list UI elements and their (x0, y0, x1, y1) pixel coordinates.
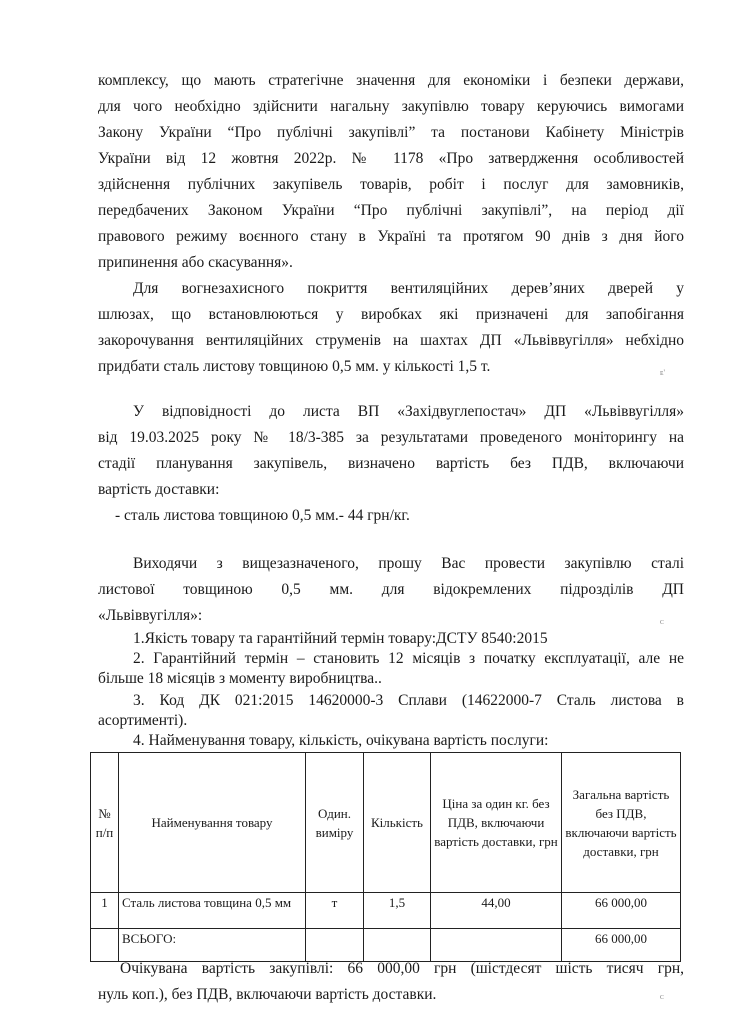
paragraph1-line: передбачених Законом України “Про публічні закупівлі”, на період дії (98, 202, 684, 219)
list-item-4: 4. Найменування товару, кількість, очікувана вартість послуги: (133, 732, 549, 749)
summary-label: ВСЬОГО: (119, 929, 306, 962)
paragraph1-line: припинення або скасування». (98, 254, 293, 271)
header-num: № п/п (91, 753, 119, 893)
list-item-1: 1.Якість товару та гарантійний термін товару:ДСТУ 8540:2015 (133, 630, 548, 647)
paragraph1-line: комплексу, що мають стратегічне значення для економіки і безпеки держави, (98, 72, 684, 89)
row-name: Сталь листова товщина 0,5 мм (119, 893, 306, 929)
paragraph4-line: листової товщиною 0,5 мм. для відокремлених підрозділів ДП (98, 581, 684, 598)
list-item-2: 2. Гарантійний термін – становить 12 місяців з початку експлуатації, але не (133, 650, 684, 667)
paragraph1-line: здійснення публічних закупівель товарів, робіт і послуг для замовників, (98, 176, 684, 193)
paragraph2-line: шлюзах, що встановлюються у виробках які призначені для запобігання (98, 306, 684, 323)
paragraph1-line: Закону України “Про публічні закупівлі” та постанови Кабінету Міністрів (98, 124, 684, 141)
row-total: 66 000,00 (562, 893, 681, 929)
row-qty: 1,5 (364, 893, 431, 929)
row-price: 44,00 (431, 893, 562, 929)
summary-empty (431, 929, 562, 962)
summary-total: 66 000,00 (562, 929, 681, 962)
scan-mark: ᴄ (660, 617, 664, 626)
paragraph3-line: - сталь листова товщиною 0,5 мм.- 44 грн/кг. (115, 507, 410, 524)
header-price: Ціна за один кг. без ПДВ, включаючи вартість доставки, грн (431, 753, 562, 893)
header-qty: Кількість (364, 753, 431, 893)
scan-mark: ᴇ' (660, 368, 665, 377)
paragraph2-line: закорочування вентиляційних струменів на шахтах ДП «Львіввугілля» небхідно (98, 332, 684, 349)
paragraph4-line: «Львіввугілля»: (98, 607, 203, 624)
list-item-3: асортименті). (98, 712, 188, 729)
paragraph2-line: придбати сталь листову товщиною 0,5 мм. у кількості 1,5 т. (98, 358, 491, 375)
paragraph2-line: Для вогнезахисного покриття вентиляційних дерев’яних дверей у (133, 280, 684, 297)
table-summary-row (91, 929, 681, 962)
paragraph3-line: від 19.03.2025 року № 18/3-385 за результатами проведеного моніторингу на (98, 429, 684, 446)
list-item-3: 3. Код ДК 021:2015 14620000-3 Сплави (14622000-7 Сталь листова в (133, 692, 684, 709)
header-unit: Один. виміру (306, 753, 364, 893)
paragraph1-line: для чого необхідно здійснити нагальну закупівлю товару керуючись вимогами (98, 98, 684, 115)
conclusion-line: нуль коп.), без ПДВ, включаючи вартість доставки. (98, 986, 437, 1003)
scan-mark: ᴄ (660, 992, 664, 1001)
row-unit: т (306, 893, 364, 929)
paragraph3-line: стадії планування закупівель, визначено вартість без ПДВ, включаючи (98, 455, 684, 472)
conclusion-line: Очікувана вартість закупівлі: 66 000,00 грн (шістдесят шість тисяч грн, (120, 960, 684, 977)
paragraph4-line: Виходячи з вищезазначеного, прошу Вас провести закупівлю сталі (133, 555, 684, 572)
list-item-2: більше 18 місяців з моменту виробництва.. (98, 670, 382, 687)
row-num: 1 (91, 893, 119, 929)
summary-empty (364, 929, 431, 962)
paragraph3-line: вартість доставки: (98, 481, 220, 498)
paragraph1-line: правового режиму воєнного стану в Україні та протягом 90 днів з дня його (98, 228, 684, 245)
summary-empty (306, 929, 364, 962)
header-name: Найменування товару (119, 753, 306, 893)
paragraph3-line: У відповідності до листа ВП «Західвуглепостач» ДП «Львіввугілля» (133, 403, 684, 420)
table-row (91, 893, 681, 929)
summary-empty (91, 929, 119, 962)
table-header-row (91, 753, 681, 893)
goods-table (90, 752, 681, 962)
paragraph1-line: України від 12 жовтня 2022р. № 1178 «Про затвердження особливостей (98, 150, 684, 167)
header-total: Загальна вартість без ПДВ, включаючи вартість доставки, грн (562, 753, 681, 893)
